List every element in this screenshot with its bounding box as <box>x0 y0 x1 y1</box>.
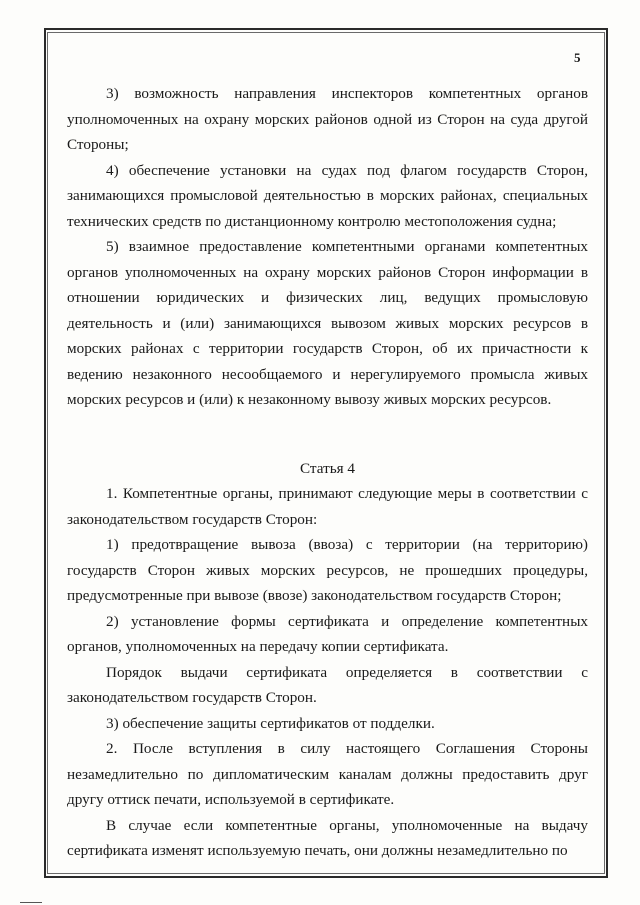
paragraph-subpoint-2: 2) установление формы сертификата и определение компетентных органов, уполномоченных на передачу копии сертификата. <box>67 612 588 655</box>
paragraph-seal-change: В случае если компетентные органы, уполномоченные на выдачу сертификата изменят используемую печать, они должны незамедлительно по <box>67 816 588 859</box>
paragraph-item-3: 3) возможность направления инспекторов компетентных органов уполномоченных на охрану морских районов одной из Сторон на суда другой Стороны; <box>67 85 588 153</box>
article-heading: Статья 4 <box>299 460 356 477</box>
paragraph-subpoint-1: 1) предотвращение вывоза (ввоза) с территории (на территорию) государств Сторон живых морских ресурсов, не прошедших процедуры, предусмотренные при вывозе (ввозе) законодательством государств Сторон; <box>67 536 588 604</box>
paragraph-item-4: 4) обеспечение установки на судах под флагом государств Сторон, занимающихся промысловой деятельностью в морских районах, специальных технических средств по дистанционному контролю местоположения судна; <box>67 161 588 230</box>
paragraph-certificate-order: Порядок выдачи сертификата определяется в соответствии с законодательством государств Сторон. <box>67 663 588 706</box>
page-number: 5 <box>574 50 581 65</box>
footer-rule <box>20 902 42 903</box>
paragraph-article-point-2: 2. После вступления в силу настоящего Соглашения Стороны незамедлительно по дипломатическим каналам должны предоставить друг другу оттиск печати, используемой в сертификате. <box>67 740 588 808</box>
paragraph-article-point-1: 1. Компетентные органы, принимают следующие меры в соответствии с законодательством государств Сторон: <box>67 485 588 528</box>
paragraph-subpoint-3: 3) обеспечение защиты сертификатов от подделки. <box>106 714 435 732</box>
top-paragraphs <box>67 81 588 413</box>
paragraph-item-5: 5) взаимное предоставление компетентными органами компетентных органов уполномоченных на охрану морских районов Сторон информации в отношении юридических и физических лиц, ведущих промысловую деятельность и (или) занимающихся вывозом живых морских ресурсов в морских районах с территории государств Сторон, об их причастности к ведению незаконного несообщаемого и нерегулируемого промысла живых морских ресурсов и (или) к незаконному вывозу живых морских ресурсов. <box>67 238 588 408</box>
bottom-paragraphs <box>67 481 588 864</box>
